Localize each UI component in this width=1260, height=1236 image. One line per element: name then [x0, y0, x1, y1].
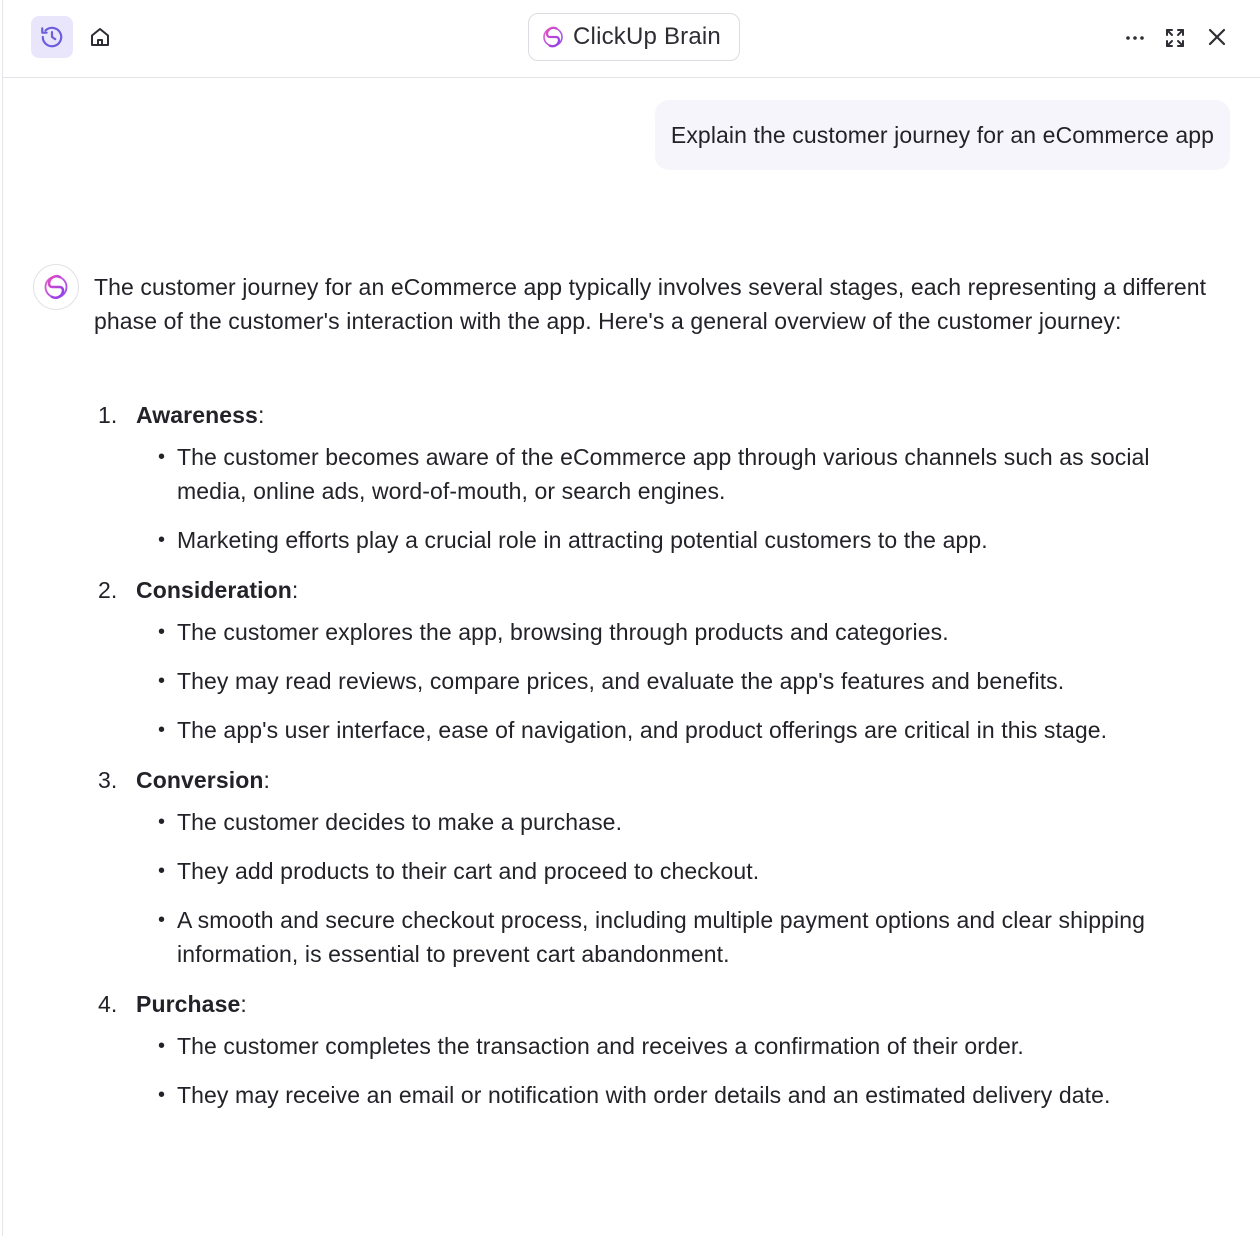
history-button[interactable]	[31, 16, 73, 58]
stage-point	[136, 903, 1224, 971]
clickup-brain-avatar-icon	[42, 273, 70, 301]
assistant-intro: The customer journey for an eCommerce app typically involves several stages, each representing a different phase of the customer's interaction with the app. Here's a general overview of the customer journey:	[94, 274, 1207, 334]
bullet-icon: •	[158, 1084, 166, 1106]
journey-stage	[94, 398, 1224, 557]
stage-points-list	[136, 805, 1224, 971]
stage-number: 2.	[98, 577, 118, 603]
stage-point-text: They may read reviews, compare prices, and evaluate the app's features and benefits.	[177, 668, 1065, 694]
assistant-message	[94, 270, 1224, 1128]
stage-title: Consideration	[136, 577, 292, 603]
bullet-icon: •	[158, 621, 166, 643]
user-message-text: Explain the customer journey for an eCommerce app	[670, 121, 1214, 148]
bullet-icon: •	[158, 1035, 166, 1057]
clickup-brain-logo-icon	[541, 25, 565, 49]
stage-number: 1.	[98, 402, 118, 428]
stage-point-text: A smooth and secure checkout process, including multiple payment options and clear shipping information, is essential to prevent cart abandonment.	[177, 907, 1145, 967]
bullet-icon: •	[158, 529, 166, 551]
stage-point	[136, 440, 1224, 508]
bullet-icon: •	[158, 719, 166, 741]
stage-number: 4.	[98, 991, 118, 1017]
more-horizontal-icon	[1123, 26, 1147, 50]
bullet-icon: •	[158, 811, 166, 833]
stage-point-text: The app's user interface, ease of navigation, and product offerings are critical in this stage.	[177, 717, 1108, 743]
stage-point	[136, 615, 1224, 649]
journey-stage	[94, 573, 1224, 747]
stage-title: Awareness	[136, 402, 258, 428]
history-icon	[39, 24, 65, 50]
stage-heading	[136, 573, 1224, 607]
stage-number: 3.	[98, 767, 118, 793]
stage-points-list	[136, 440, 1224, 557]
stage-point-text: The customer decides to make a purchase.	[177, 809, 623, 835]
stage-title-suffix: :	[291, 577, 299, 603]
stage-point	[136, 713, 1224, 747]
stage-point-text: The customer completes the transaction and receives a confirmation of their order.	[177, 1033, 1024, 1059]
stage-point	[136, 854, 1224, 888]
stage-point	[136, 1029, 1224, 1063]
stage-point-text: The customer explores the app, browsing through products and categories.	[177, 619, 949, 645]
bullet-icon: •	[158, 670, 166, 692]
bullet-icon: •	[158, 909, 166, 931]
journey-stages-list	[94, 398, 1224, 1112]
panel-header	[3, 0, 1260, 78]
bullet-icon: •	[158, 446, 166, 468]
stage-title-suffix: :	[263, 767, 271, 793]
stage-point-text: They add products to their cart and proceed to checkout.	[177, 858, 760, 884]
stage-heading	[136, 987, 1224, 1021]
home-icon	[88, 25, 112, 49]
journey-stage	[94, 763, 1224, 971]
stage-title: Purchase	[136, 991, 241, 1017]
stage-point-text: They may receive an email or notification with order details and an estimated delivery date.	[177, 1082, 1111, 1108]
stage-title-suffix: :	[257, 402, 265, 428]
stage-title: Conversion	[136, 767, 264, 793]
close-icon	[1205, 25, 1229, 49]
stage-point	[136, 523, 1224, 557]
panel-title[interactable]	[528, 13, 740, 61]
expand-icon	[1163, 26, 1187, 50]
brain-panel	[2, 0, 1260, 1236]
stage-heading	[136, 398, 1224, 432]
stage-point	[136, 1078, 1224, 1112]
home-button[interactable]	[79, 16, 121, 58]
expand-button[interactable]	[1155, 18, 1195, 58]
journey-stage	[94, 987, 1224, 1112]
close-button[interactable]	[1196, 16, 1238, 58]
stage-point	[136, 664, 1224, 698]
stage-points-list	[136, 615, 1224, 747]
more-options-button[interactable]	[1115, 18, 1155, 58]
bullet-icon: •	[158, 860, 166, 882]
stage-points-list	[136, 1029, 1224, 1112]
user-message	[655, 100, 1230, 170]
stage-point-text: The customer becomes aware of the eCommerce app through various channels such as social media, online ads, word-of-mouth, or search engines.	[177, 444, 1150, 504]
brain-avatar	[33, 264, 79, 310]
stage-heading	[136, 763, 1224, 797]
stage-title-suffix: :	[240, 991, 247, 1017]
panel-title-text: ClickUp Brain	[573, 23, 721, 50]
stage-point	[136, 805, 1224, 839]
stage-point-text: Marketing efforts play a crucial role in attracting potential customers to the app.	[177, 527, 988, 553]
